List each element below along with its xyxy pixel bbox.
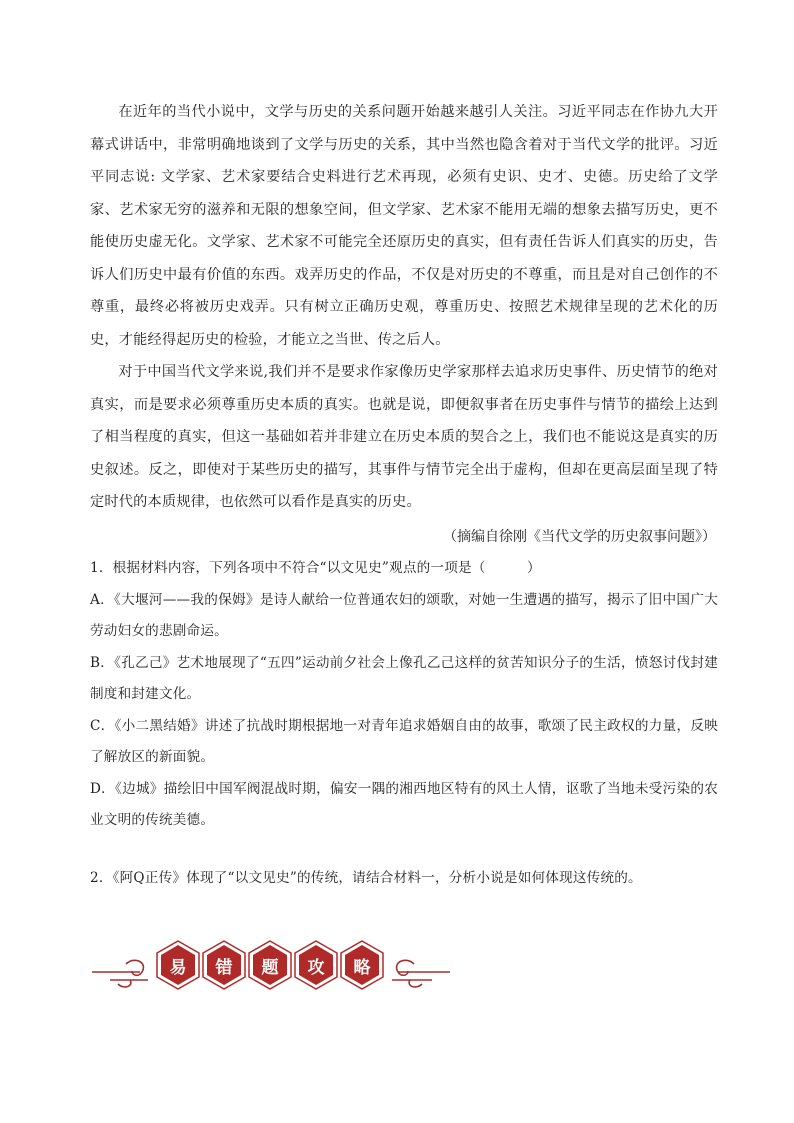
option-a: A．《大堰河——我的保姆》是诗人献给一位普通农妇的颂歌，对她一生遭遇的描写，揭示了旧中国广大劳动妇女的悲剧命运。	[90, 592, 718, 639]
option-c: C．《小二黑结婚》讲述了抗战时期根据地一对青年追求婚姻自由的故事，歌颂了民主政权的力量，反映了解放区的新面貌。	[90, 718, 718, 765]
option-d: D．《边城》描绘旧中国军阀混战时期，偏安一隅的湘西地区特有的风土人情，讴歌了当地未受污染的农业文明的传统美德。	[90, 781, 718, 828]
passage-source: （摘编自徐刚《当代文学的历史叙事问题》）	[443, 528, 716, 545]
banner-hex-5	[340, 940, 384, 990]
banner-char-1: 易	[169, 957, 187, 978]
banner-char-3: 题	[261, 957, 279, 978]
passage-paragraph-1: 在近年的当代小说中，文学与历史的关系问题开始越来越引人关注。习近平同志在作协九大开幕式讲话中，非常明确地谈到了文学与历史的关系，其中当然也隐含着对于当代文学的批评。习近平同志说: 文学家、艺术家要结合史料进行艺术再现，必须有史识、史才、史德。历史给了文学家、艺术家无穷的滋养和无限的想象空间，但文学家、艺术家不能用无端的想象去描写历史，更不能使历史虚无化。文学家、艺术家不可能完全还原历史的真实，但有责任告诉人们真实的历史，告诉人们历史中最有价值的东西。戏弄历史的作品，不仅是对历史的不尊重，而且是对自己创作的不尊重，最终必将被历史戏弄。只有树立正确历史观，尊重历史、按照艺术规律呈现的艺术化的历史，才能经得起历史的检验，才能立之当世、传之后人。	[90, 104, 718, 348]
section-banner	[88, 940, 433, 996]
question-1: 1．根据材料内容，下列各项中不符合“以文见史”观点的一项是（ ）	[90, 559, 541, 576]
left-swirl-decoration	[88, 940, 158, 996]
banner-title	[156, 940, 386, 996]
question-2: 2．《阿Q正传》体现了“以文见史”的传统，请结合材料一，分析小说是如何体现这传统的。	[90, 870, 642, 886]
document-body	[90, 96, 718, 894]
banner-char-2: 错	[215, 957, 233, 978]
banner-hex-1	[156, 940, 200, 990]
passage-paragraph-2: 对于中国当代文学来说,我们并不是要求作家像历史学家那样去追求历史事件、历史情节的绝对真实，而是要求必须尊重历史本质的真实。也就是说，即便叙事者在历史事件与情节的描绘上达到了相当程度的真实，但这一基础如若并非建立在历史本质的契合之上，我们也不能说这是真实的历史叙述。反之，即使对于某些历史的描写，其事件与情节完全出于虚构，但却在更高层面呈现了特定时代的本质规律，也依然可以看作是真实的历史。	[90, 364, 718, 510]
banner-char-5: 略	[353, 957, 371, 978]
banner-hex-2	[202, 940, 246, 990]
banner-char-4: 攻	[307, 957, 325, 978]
banner-hex-3	[248, 940, 292, 990]
right-swirl-decoration	[388, 940, 458, 996]
option-b: B．《孔乙己》艺术地展现了“五四”运动前夕社会上像孔乙己这样的贫苦知识分子的生活，愤怒讨伐封建制度和封建文化。	[90, 655, 718, 702]
banner-hex-4	[294, 940, 338, 990]
